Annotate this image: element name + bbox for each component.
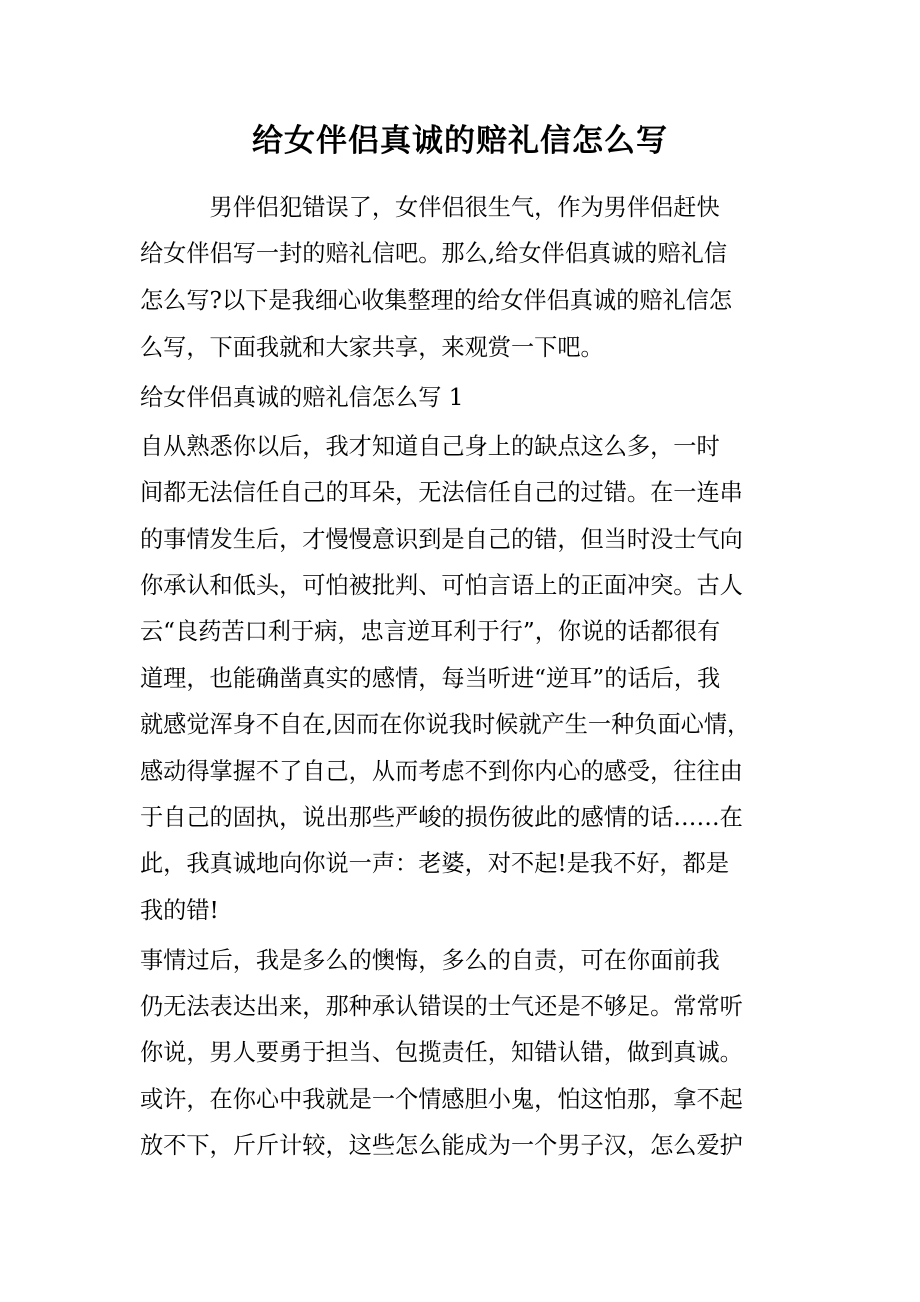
text-line-13: 感动得掌握不了自己，从而考虑不到你内心的感受，往往由 xyxy=(140,758,743,785)
section-heading-1: 给女伴侣真诚的赔礼信怎么写 1 xyxy=(140,384,464,411)
text-line-11: 道理，也能确凿真实的感情，每当听进“逆耳”的话后，我 xyxy=(140,665,721,692)
text-line-20: 或许，在你心中我就是一个情感胆小鬼，怕这怕那，拿不起 xyxy=(140,1086,743,1113)
text-line-2: 给女伴侣写一封的赔礼信吧。那么,给女伴侣真诚的赔礼信 xyxy=(140,240,728,267)
text-line-8: 的事情发生后，才慢慢意识到是自己的错，但当时没士气向 xyxy=(140,526,743,553)
text-line-19: 你说，男人要勇于担当、包揽责任，知错认错，做到真诚。 xyxy=(140,1039,743,1066)
text-line-1: 男伴侣犯错误了，女伴侣很生气，作为男伴侣赶快 xyxy=(140,194,720,221)
document-title: 给女伴侣真诚的赔礼信怎么写 xyxy=(252,123,668,159)
text-line-7: 间都无法信任自己的耳朵，无法信任自己的过错。在一连串 xyxy=(140,479,743,506)
text-line-9: 你承认和低头，可怕被批判、可怕言语上的正面冲突。古人 xyxy=(140,572,743,599)
text-line-6: 自从熟悉你以后，我才知道自己身上的缺点这么多，一时 xyxy=(140,433,720,460)
text-line-17: 事情过后，我是多么的懊悔，多么的自责，可在你面前我 xyxy=(140,947,720,974)
text-line-10: 云“良药苦口利于病，忠言逆耳利于行”，你说的话都很有 xyxy=(140,618,721,645)
text-line-14: 于自己的固执，说出那些严峻的损伤彼此的感情的话……在 xyxy=(140,804,743,831)
text-line-16: 我的错! xyxy=(140,897,219,924)
text-line-3: 怎么写?以下是我细心收集整理的给女伴侣真诚的赔礼信怎 xyxy=(140,287,733,314)
text-line-21: 放不下，斤斤计较，这些怎么能成为一个男子汉，怎么爱护 xyxy=(140,1132,743,1159)
text-line-4: 么写，下面我就和大家共享，来观赏一下吧。 xyxy=(140,334,604,361)
text-line-12: 就感觉浑身不自在,因而在你说我时候就产生一种负面心情， xyxy=(140,711,751,738)
text-line-18: 仍无法表达出来，那种承认错误的士气还是不够足。常常听 xyxy=(140,993,743,1020)
text-line-15: 此，我真诚地向你说一声：老婆，对不起!是我不好，都是 xyxy=(140,850,730,877)
